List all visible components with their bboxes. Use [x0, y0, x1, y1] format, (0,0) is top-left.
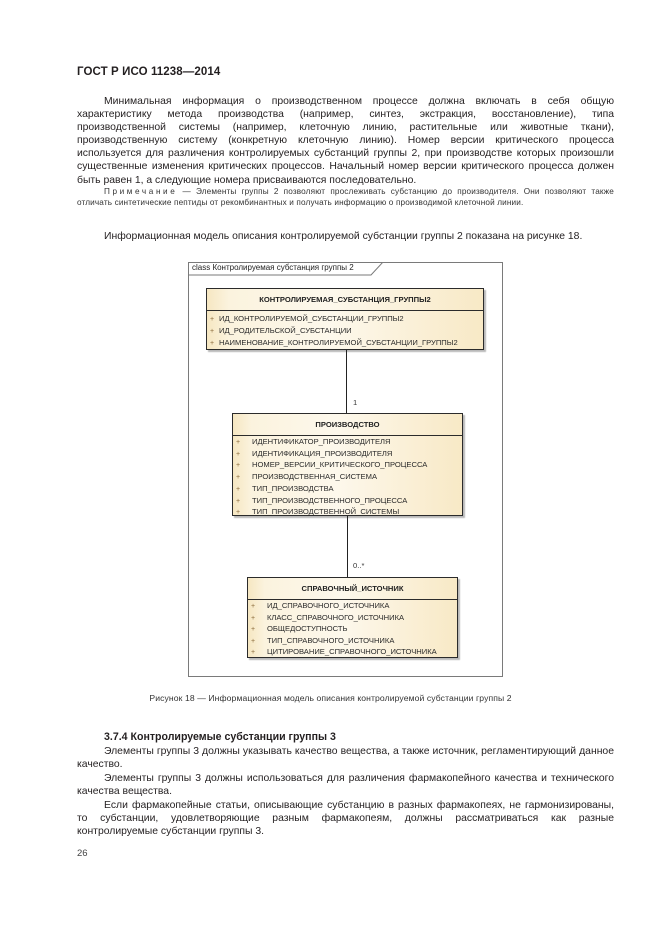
public-visibility-icon: + — [251, 649, 256, 656]
class-attribute: + ТИП_ПРОИЗВОДСТВЕННОГО_ПРОЦЕССА — [236, 496, 459, 508]
public-visibility-icon: + — [251, 603, 256, 610]
public-visibility-icon: + — [251, 626, 256, 633]
note — [77, 187, 614, 209]
class-name: КОНТРОЛИРУЕМАЯ_СУБСТАНЦИЯ_ГРУППЫ2 — [207, 289, 483, 311]
class-attribute: + КЛАСС_СПРАВОЧНОГО_ИСТОЧНИКА — [251, 613, 454, 625]
public-visibility-icon: + — [236, 497, 241, 505]
class-attribute: + ТИП_ПРОИЗВОДСТВА — [236, 484, 459, 496]
class-attribute: + ИД_СПРАВОЧНОГО_ИСТОЧНИКА — [251, 601, 454, 613]
paragraph-figure-reference — [77, 230, 614, 243]
frame-title: class Контролируемая субстанция группы 2 — [192, 263, 354, 272]
public-visibility-icon: + — [210, 328, 215, 335]
section-heading: 3.7.4 Контролируемые субстанции группы 3 — [104, 731, 336, 743]
class-name: СПРАВОЧНЫЙ_ИСТОЧНИК — [248, 578, 457, 600]
class-attribute: + НОМЕР_ВЕРСИИ_КРИТИЧЕСКОГО_ПРОЦЕССА — [236, 460, 459, 472]
public-visibility-icon: + — [236, 439, 241, 446]
paragraph-text: Элементы группы 3 должны использоваться для различения фармакопейного качества и технического качества вещества. — [77, 773, 614, 798]
note-label: Примечание — [104, 187, 178, 196]
paragraph-text: Минимальная информация о производственном процессе должна включать в себя общую характеристику метода производства (например, синтез, экстракция, восстановление), типа производственной системы (например, клеточную линию, растительные или животные ткани), производственную систему (конкретную клеточную линию). Номер версии критического процесса используется для различения контролируемых субстанций группы 2, при производстве которых произошли существенные изменения критических процессов. Начальный номер версии критического процесса должен быть равен 1, а следующие номера присваиваются последовательно. — [77, 96, 614, 186]
paragraph-text: Информационная модель описания контролируемой субстанции группы 2 показана на рисунке 18. — [104, 231, 583, 242]
class-attribute: + ИД_РОДИТЕЛЬСКОЙ_СУБСТАНЦИИ — [210, 326, 352, 335]
document-header: ГОСТ Р ИСО 11238—2014 — [77, 66, 221, 78]
class-attribute: + ЦИТИРОВАНИЕ_СПРАВОЧНОГО_ИСТОЧНИКА — [251, 647, 454, 659]
paragraph-production-process — [77, 95, 614, 187]
class-attribute: + ИДЕНТИФИКАТОР_ПРОИЗВОДИТЕЛЯ — [236, 437, 459, 449]
page-number: 26 — [77, 848, 88, 859]
class-attributes — [248, 600, 457, 659]
public-visibility-icon: + — [236, 509, 241, 517]
note-text: — Элементы группы 2 позволяют прослеживать субстанцию до производителя. Они позволяют также отличать синтетические пептиды от рекомбинантных и получать информацию о производимой клеточной линии. — [77, 187, 614, 207]
class-attribute: + ПРОИЗВОДСТВЕННАЯ_СИСТЕМА — [236, 472, 459, 484]
paragraph-text: Если фармакопейные статьи, описывающие субстанцию в разных фармакопеях, не гармонизированы, то субстанции, удовлетворяющие разным фармакопеям, должны рассматриваться как разные контролируемые субстанции группы 3. — [77, 800, 614, 838]
uml-class-production — [232, 413, 463, 516]
public-visibility-icon: + — [210, 340, 215, 347]
class-name: ПРОИЗВОДСТВО — [233, 414, 462, 436]
class-attribute: + НАИМЕНОВАНИЕ_КОНТРОЛИРУЕМОЙ_СУБСТАНЦИИ_ГРУППЫ2 — [210, 338, 458, 347]
association-line — [346, 350, 347, 413]
public-visibility-icon: + — [251, 637, 256, 645]
section-paragraph — [77, 745, 614, 771]
figure-caption: Рисунок 18 — Информационная модель описания контролируемой субстанции группы 2 — [149, 693, 512, 703]
uml-class-controlled-substance-group2 — [206, 288, 484, 350]
public-visibility-icon: + — [236, 474, 241, 482]
public-visibility-icon: + — [210, 316, 215, 323]
class-attribute: + ОБЩЕДОСТУПНОСТЬ — [251, 624, 454, 636]
class-attributes — [233, 436, 462, 519]
association-line — [347, 516, 348, 577]
uml-class-reference-source — [247, 577, 458, 658]
paragraph-text: Элементы группы 3 должны указывать качество вещества, а также источник, регламентирующий данное качество. — [77, 746, 614, 771]
public-visibility-icon: + — [236, 485, 241, 493]
multiplicity-label: 1 — [353, 398, 358, 407]
public-visibility-icon: + — [236, 462, 241, 470]
class-attributes — [207, 311, 483, 349]
class-attribute: + ТИП_ПРОИЗВОДСТВЕННОЙ_СИСТЕМЫ — [236, 507, 459, 519]
class-attribute: + ИДЕНТИФИКАЦИЯ_ПРОИЗВОДИТЕЛЯ — [236, 449, 459, 461]
section-paragraph — [77, 799, 614, 838]
public-visibility-icon: + — [236, 450, 241, 458]
class-attribute: + ИД_КОНТРОЛИРУЕМОЙ_СУБСТАНЦИИ_ГРУППЫ2 — [210, 314, 404, 323]
class-attribute: + ТИП_СПРАВОЧНОГО_ИСТОЧНИКА — [251, 636, 454, 648]
public-visibility-icon: + — [251, 614, 256, 622]
multiplicity-label: 0..* — [353, 561, 365, 570]
section-paragraph — [77, 772, 614, 798]
